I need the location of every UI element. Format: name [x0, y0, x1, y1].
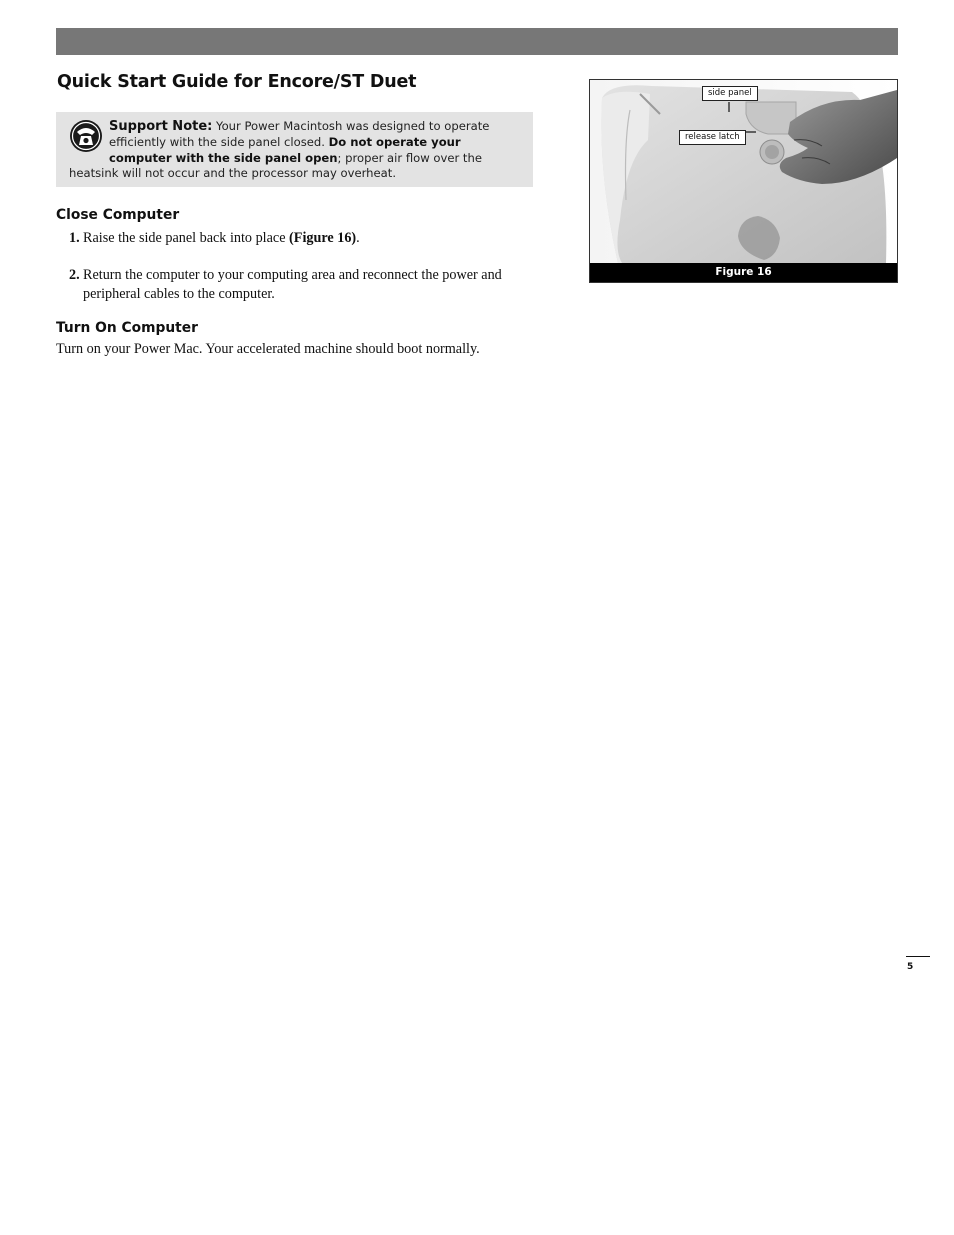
- support-phone-icon: [69, 119, 103, 153]
- step-1: [69, 229, 534, 248]
- close-computer-heading: Close Computer: [56, 207, 180, 223]
- document-title: Quick Start Guide for Encore/ST Duet: [57, 72, 417, 92]
- step-text: Raise the side panel back into place: [83, 230, 290, 246]
- support-note-box: [56, 112, 533, 187]
- header-bar: [56, 28, 898, 55]
- step-text-end: .: [356, 230, 360, 246]
- turn-on-computer-heading: Turn On Computer: [56, 320, 198, 336]
- support-note-text: Your Power Macintosh was designed to operate efficiently with the side panel closed.: [109, 119, 490, 149]
- figure-16: [589, 79, 898, 283]
- support-note-label: Support Note:: [109, 119, 213, 134]
- computer-side-panel-photo: [590, 80, 897, 263]
- step-number: 1.: [69, 230, 80, 246]
- release-latch-callout: release latch: [679, 130, 746, 145]
- support-note-text-end: ; proper air flow over the heatsink will not occur and the processor may overheat.: [69, 150, 482, 181]
- step-2: [69, 266, 534, 304]
- step-number: 2.: [69, 267, 80, 283]
- step-text: Return the computer to your computing area and reconnect the power and peripheral cables to the computer.: [83, 267, 502, 302]
- figure-caption: Figure 16: [590, 263, 897, 282]
- support-note-warning: Do not operate your computer with the side panel open: [109, 134, 461, 165]
- figure-reference: (Figure 16): [289, 230, 357, 246]
- page-number: 5: [907, 962, 914, 972]
- turn-on-text: Turn on your Power Mac. Your accelerated machine should boot normally.: [56, 341, 480, 357]
- side-panel-callout: side panel: [702, 86, 758, 101]
- page-number-rule: [906, 956, 930, 957]
